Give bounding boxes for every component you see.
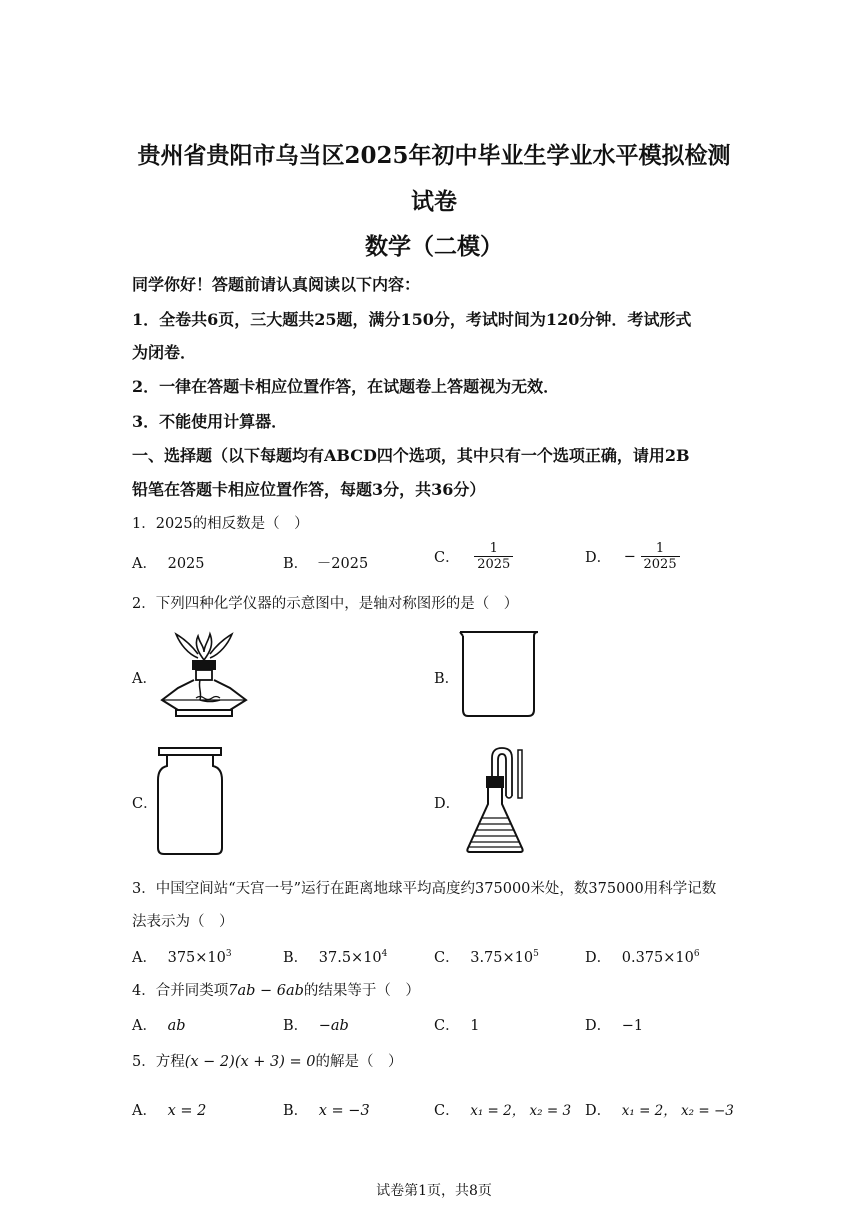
q1-d-label: D． [585, 550, 612, 566]
q3-option-a [132, 946, 232, 967]
alcohol-lamp-figure [158, 630, 250, 720]
q4-b-label: B． [283, 1018, 309, 1034]
note-3: 3．不能使用计算器． [132, 412, 288, 431]
section-heading-line1: 一、选择题（以下每题均有ABCD四个选项，其中只有一个选项正确，请用2B [132, 446, 690, 465]
q5-option-d [585, 1099, 734, 1120]
q3-option-b [283, 946, 387, 967]
q4-option-c [434, 1014, 479, 1035]
q5-option-c [434, 1099, 571, 1120]
q1-option-a [132, 552, 205, 573]
q5-option-a [132, 1099, 206, 1120]
q5-d-value: x₁ = 2， x₂ = −3 [621, 1103, 734, 1119]
q4-option-d [585, 1014, 643, 1035]
q5-a-value: x = 2 [167, 1103, 207, 1119]
q1-d-fraction [641, 541, 680, 572]
q4-d-value: −1 [621, 1018, 644, 1034]
q4-a-label: A． [132, 1018, 157, 1034]
q1-b-value: －2025 [316, 556, 369, 572]
q1-d-denominator: 2025 [643, 557, 677, 572]
q1-c-numerator: 1 [474, 541, 513, 557]
q4-c-value: 1 [470, 1018, 480, 1034]
q1-d-sign: − [623, 548, 636, 565]
q5-a-label: A． [132, 1103, 157, 1119]
q5-equation: (x − 2)(x + 3) = 0 [184, 1054, 316, 1070]
q3-option-d [585, 946, 700, 967]
q3-stem-line1: 3．中国空间站“天宫一号”运行在距离地球平均高度约375000米处，数375000用科学记数 [132, 881, 717, 897]
note-1: 1．全卷共6页，三大题共25题，满分150分，考试时间为120分钟．考试形式 [132, 310, 692, 329]
q3-a-exponent: 3 [225, 949, 232, 960]
q2-b-label: B． [434, 671, 460, 687]
q3-b-label: B． [283, 950, 309, 966]
q1-c-denominator: 2025 [477, 557, 511, 572]
q3-b-base: 37.5×10 [318, 950, 382, 966]
q1-stem: 1．2025的相反数是（ ） [132, 516, 309, 532]
exam-subtitle: 数学（二模） [365, 233, 503, 260]
reagent-bottle-figure [155, 746, 225, 858]
q3-d-label: D． [585, 950, 612, 966]
q2-c-label: C． [132, 796, 158, 812]
q4-stem-post: 的结果等于（ ） [303, 983, 420, 999]
q4-stem-pre: 4．合并同类项 [132, 983, 229, 999]
q4-option-a [132, 1014, 186, 1035]
q1-d-numerator: 1 [641, 541, 680, 557]
q3-b-exponent: 4 [381, 949, 388, 960]
q5-option-b [283, 1099, 370, 1120]
q4-expression: 7ab − 6ab [228, 983, 304, 999]
q4-option-b [283, 1014, 349, 1035]
q5-stem-post: 的解是（ ） [315, 1054, 403, 1070]
q5-stem-pre: 5．方程 [132, 1054, 185, 1070]
exam-title-line2: 试卷 [411, 188, 457, 215]
q3-a-label: A． [132, 950, 157, 966]
note-2: 2．一律在答题卡相应位置作答，在试题卷上答题视为无效． [132, 377, 560, 396]
q1-option-c [434, 541, 513, 572]
q5-d-label: D． [585, 1103, 612, 1119]
exam-title-line1: 贵州省贵阳市乌当区2025年初中毕业生学业水平模拟检测 [137, 142, 731, 169]
q1-c-label: C． [434, 550, 460, 566]
q5-stem [132, 1050, 403, 1071]
section-heading-line2: 铅笔在答题卡相应位置作答，每题3分，共36分） [132, 480, 486, 499]
q1-option-d [585, 541, 680, 572]
q3-d-base: 0.375×10 [621, 950, 694, 966]
q5-b-label: B． [283, 1103, 309, 1119]
q3-option-c [434, 946, 539, 967]
q4-b-value: −ab [318, 1018, 349, 1034]
q1-a-label: A． [132, 556, 157, 572]
q1-c-fraction [474, 541, 513, 572]
q3-c-label: C． [434, 950, 460, 966]
q4-stem [132, 979, 420, 1000]
q1-option-b [283, 552, 368, 573]
q3-c-base: 3.75×10 [470, 950, 534, 966]
q1-a-value: 2025 [167, 556, 205, 572]
page-footer: 试卷第1页，共8页 [376, 1183, 492, 1199]
q3-c-exponent: 5 [533, 949, 539, 960]
q5-b-value: x = −3 [318, 1103, 370, 1119]
q2-stem: 2．下列四种化学仪器的示意图中，是轴对称图形的是（ ） [132, 596, 519, 612]
q4-c-label: C． [434, 1018, 460, 1034]
q5-c-label: C． [434, 1103, 460, 1119]
q1-b-label: B． [283, 556, 309, 572]
intro-text: 同学你好！答题前请认真阅读以下内容： [132, 275, 421, 294]
q4-a-value: ab [167, 1018, 186, 1034]
q4-d-label: D． [585, 1018, 612, 1034]
q5-c-value: x₁ = 2， x₂ = 3 [470, 1103, 572, 1119]
conical-flask-figure [462, 744, 532, 856]
beaker-figure [458, 628, 542, 718]
q3-d-exponent: 6 [693, 949, 700, 960]
q3-a-base: 375×10 [167, 950, 226, 966]
note-1-cont: 为闭卷． [132, 343, 197, 362]
q3-stem-line2: 法表示为（ ） [132, 914, 234, 930]
q2-a-label: A． [132, 671, 157, 687]
q2-d-label: D． [434, 796, 461, 812]
